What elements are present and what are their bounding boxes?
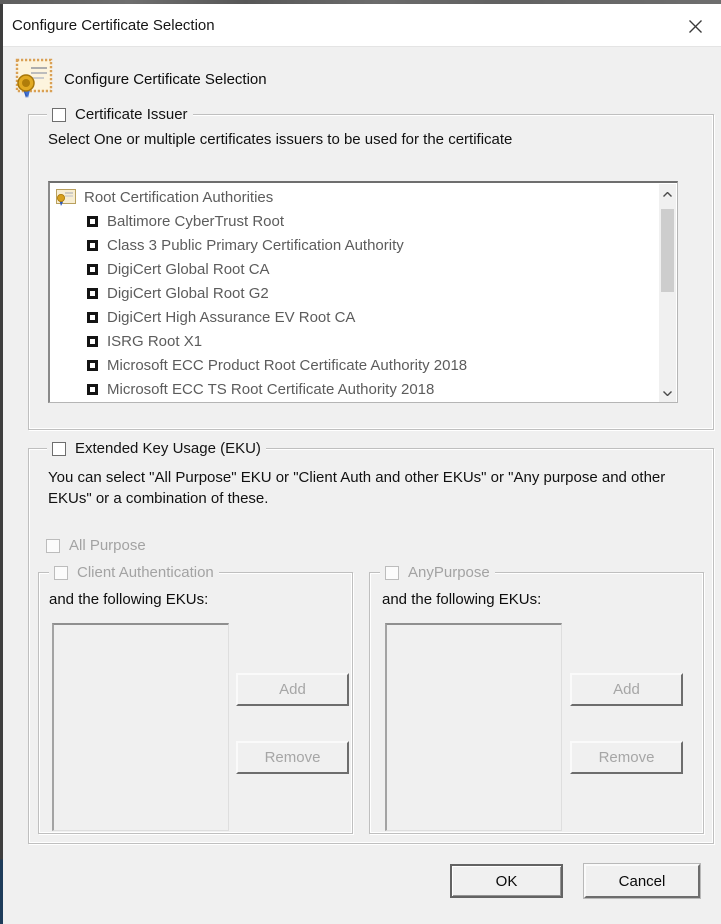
list-item[interactable] [87, 257, 270, 281]
close-icon [688, 19, 703, 34]
list-item[interactable] [87, 377, 434, 401]
tree-root-label: Root Certification Authorities [84, 188, 274, 206]
tree-root-node[interactable] [56, 185, 273, 209]
title-bar [3, 4, 721, 47]
dialog-heading: Configure Certificate Selection [64, 70, 267, 88]
all-purpose-checkbox [46, 539, 60, 553]
client-authentication-label: Client Authentication [77, 564, 214, 581]
list-item-checkbox[interactable] [87, 264, 98, 275]
any-purpose-label: AnyPurpose [408, 564, 490, 581]
ok-button[interactable]: OK [450, 864, 563, 898]
list-item-label: Microsoft ECC Product Root Certificate Authority 2018 [107, 356, 468, 374]
list-item[interactable] [87, 353, 467, 377]
chevron-down-icon [663, 391, 672, 396]
anypurpose-add-button: Add [570, 673, 683, 706]
all-purpose-row [46, 537, 146, 554]
list-item[interactable] [87, 329, 202, 353]
partial-list-item-checkbox [87, 402, 98, 403]
scrollbar-up-button[interactable] [659, 186, 676, 202]
eku-checkbox[interactable] [52, 442, 66, 456]
any-purpose-group [369, 564, 704, 834]
eku-label: Extended Key Usage (EKU) [75, 440, 261, 457]
list-item-checkbox[interactable] [87, 240, 98, 251]
anypurpose-eku-list [385, 623, 562, 831]
list-item-checkbox[interactable] [87, 288, 98, 299]
issuer-description: Select One or multiple certificates issuers to be used for the certificate [48, 131, 513, 148]
list-item-label: Microsoft ECC TS Root Certificate Authority 2018 [107, 380, 435, 398]
list-item-label: DigiCert Global Root CA [107, 260, 270, 278]
eku-description: You can select "All Purpose" EKU or "Client Auth and other EKUs" or "Any purpose and other EKUs" or a combination of these. [48, 469, 666, 507]
anypurpose-remove-button: Remove [570, 741, 683, 774]
list-item-label: Baltimore CyberTrust Root [107, 212, 284, 230]
list-item[interactable] [87, 233, 404, 257]
list-item-label: DigiCert High Assurance EV Root CA [107, 308, 356, 326]
scrollbar-down-button[interactable] [659, 385, 676, 401]
list-item[interactable] [87, 305, 355, 329]
configure-certificate-selection-dialog [3, 4, 721, 924]
certificate-issuer-list[interactable] [48, 181, 678, 403]
scrollbar-thumb[interactable] [661, 209, 674, 292]
certificate-small-icon [56, 189, 76, 206]
list-scrollbar[interactable] [659, 184, 676, 403]
cancel-button[interactable]: Cancel [584, 864, 700, 898]
certificate-issuer-checkbox[interactable] [52, 108, 66, 122]
client-authentication-group [38, 564, 353, 834]
anypurpose-eku-list-label: and the following EKUs: [382, 591, 542, 608]
list-item-checkbox[interactable] [87, 360, 98, 371]
list-item[interactable] [87, 281, 269, 305]
list-item-label: Class 3 Public Primary Certification Authority [107, 236, 404, 254]
client-eku-list-label: and the following EKUs: [49, 591, 209, 608]
list-item-label: ISRG Root X1 [107, 332, 203, 350]
client-eku-list [52, 623, 229, 831]
list-item-label: DigiCert Global Root G2 [107, 284, 269, 302]
client-authentication-checkbox [54, 566, 68, 580]
client-add-button: Add [236, 673, 349, 706]
certificate-issuer-group [28, 106, 714, 430]
client-remove-button: Remove [236, 741, 349, 774]
list-item[interactable] [87, 209, 284, 233]
list-item-checkbox[interactable] [87, 312, 98, 323]
close-button[interactable] [681, 12, 709, 40]
list-item-checkbox[interactable] [87, 216, 98, 227]
chevron-up-icon [663, 192, 672, 197]
list-item-checkbox[interactable] [87, 336, 98, 347]
dialog-header [14, 58, 267, 100]
list-item-checkbox[interactable] [87, 384, 98, 395]
all-purpose-label: All Purpose [69, 537, 146, 554]
window-title: Configure Certificate Selection [12, 17, 215, 34]
any-purpose-checkbox [385, 566, 399, 580]
certificate-issuer-label: Certificate Issuer [75, 106, 188, 123]
eku-group [28, 440, 714, 844]
certificate-icon [14, 58, 54, 100]
